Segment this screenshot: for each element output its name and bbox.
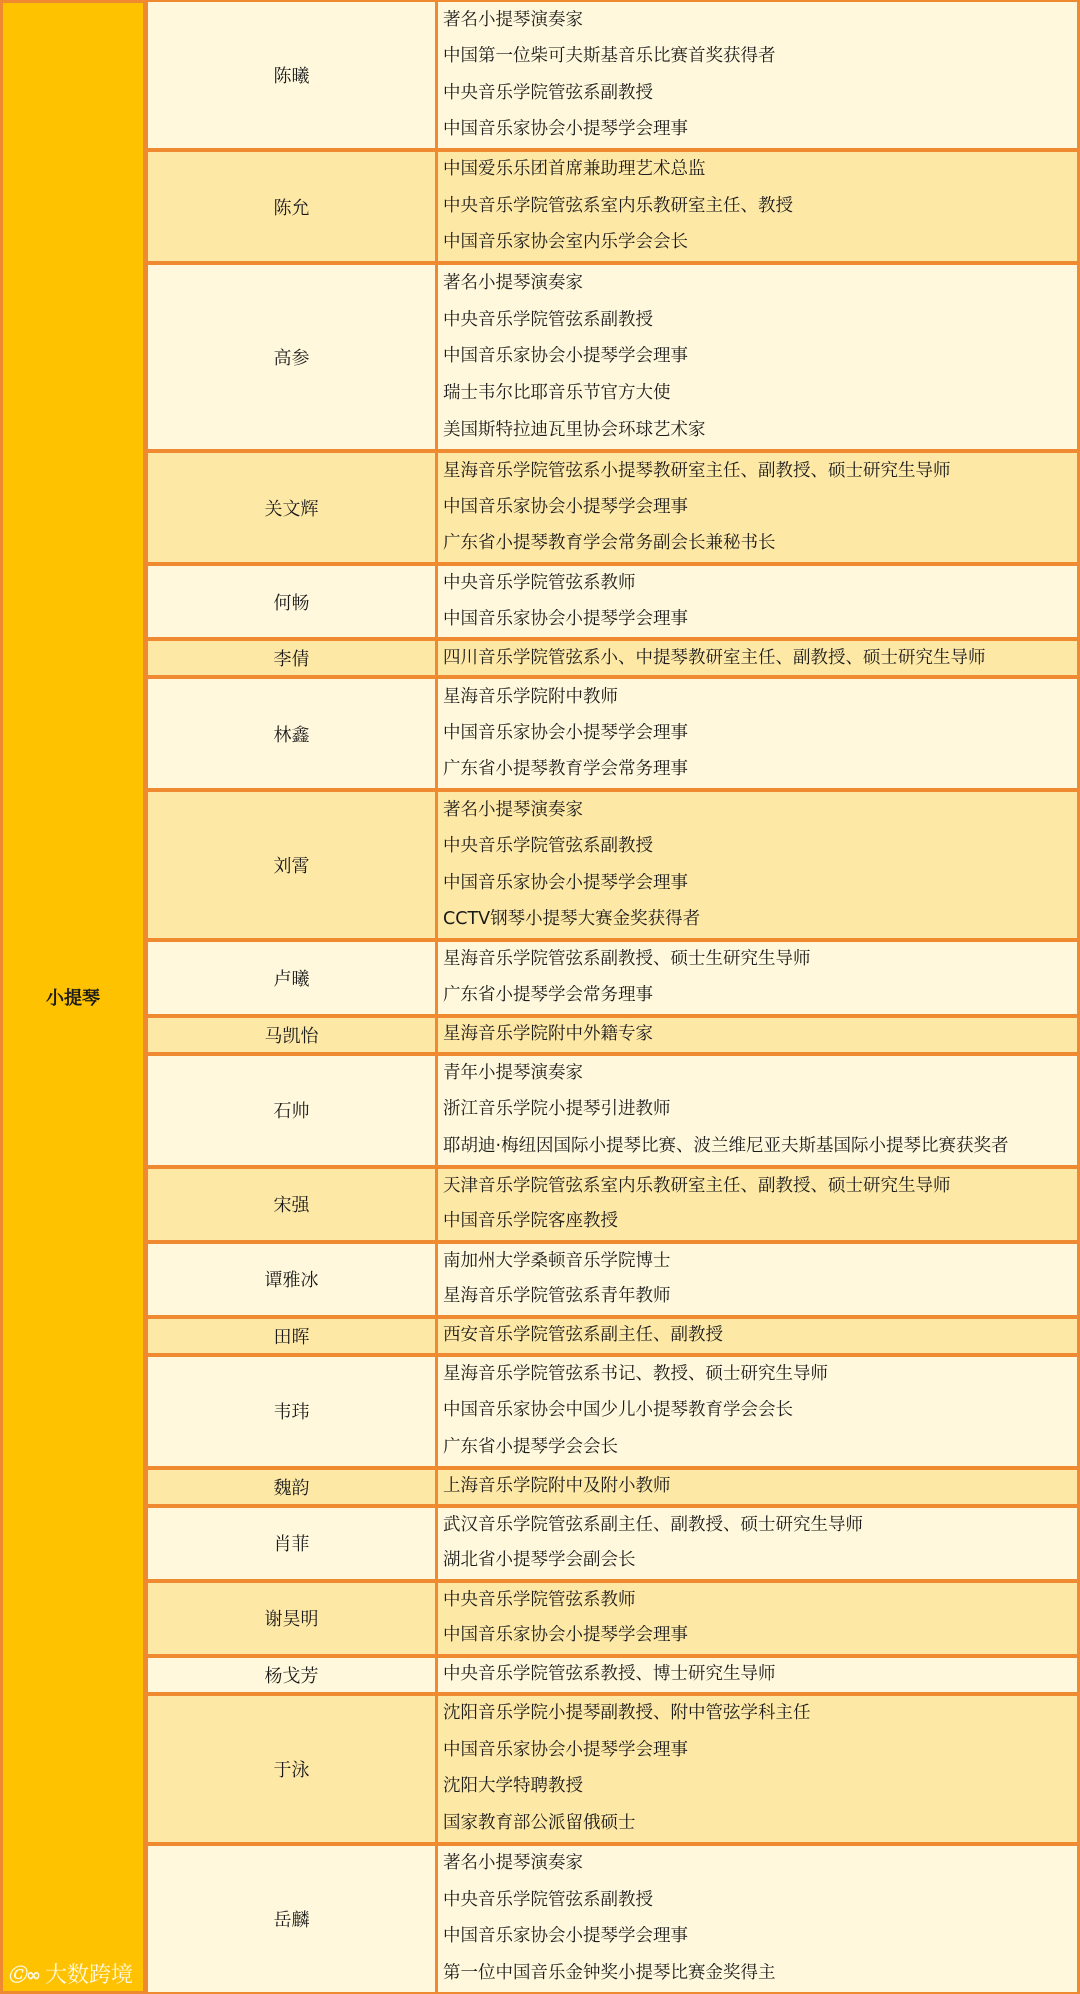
title-line: 耶胡迪·梅纽因国际小提琴比赛、波兰维尼亚夫斯基国际小提琴比赛获奖者 — [443, 1135, 1009, 1156]
teacher-titles — [438, 2, 1080, 148]
teacher-name: 马凯怡 — [146, 1018, 438, 1052]
teacher-titles — [438, 1319, 1080, 1353]
title-line: 中央音乐学院管弦系室内乐教研室主任、教授 — [443, 195, 793, 216]
teacher-name: 关文辉 — [146, 453, 438, 562]
title-line: 星海音乐学院管弦系副教授、硕士生研究生导师 — [443, 949, 811, 970]
teacher-titles — [438, 1357, 1080, 1466]
title-line: 广东省小提琴教育学会常务理事 — [443, 759, 688, 780]
table-row — [146, 790, 1080, 940]
teacher-titles — [438, 1056, 1080, 1165]
title-line: 中央音乐学院管弦系教师 — [443, 573, 636, 594]
teacher-titles — [438, 1696, 1080, 1842]
table-row — [146, 940, 1080, 1015]
table-row — [146, 1844, 1080, 1994]
title-line: 中国音乐家协会小提琴学会理事 — [443, 119, 688, 140]
teacher-titles — [438, 265, 1080, 449]
title-line: 中国音乐学院客座教授 — [443, 1211, 618, 1232]
title-line: 中国音乐家协会小提琴学会理事 — [443, 1739, 688, 1760]
teacher-name: 卢曦 — [146, 942, 438, 1013]
teacher-name: 陈曦 — [146, 2, 438, 148]
title-line: 著名小提琴演奏家 — [443, 799, 583, 820]
title-line: 南加州大学桑顿音乐学院博士 — [443, 1250, 671, 1271]
title-line: 中国第一位柴可夫斯基音乐比赛首奖获得者 — [443, 46, 776, 67]
title-line: 中国音乐家协会小提琴学会理事 — [443, 496, 688, 517]
teacher-name: 田晖 — [146, 1319, 438, 1353]
title-line: 中国音乐家协会小提琴学会理事 — [443, 872, 688, 893]
watermark-logo-icon: Ⓒ∞ — [8, 1964, 41, 1986]
table-row — [146, 150, 1080, 263]
title-line: 四川音乐学院管弦系小、中提琴教研室主任、副教授、硕士研究生导师 — [443, 647, 986, 668]
title-line: 沈阳音乐学院小提琴副教授、附中管弦学科主任 — [443, 1703, 811, 1724]
title-line: 著名小提琴演奏家 — [443, 9, 583, 30]
title-line: 西安音乐学院管弦系副主任、副教授 — [443, 1324, 723, 1345]
title-line: 中国音乐家协会小提琴学会理事 — [443, 346, 688, 367]
title-line: 中国音乐家协会小提琴学会理事 — [443, 1926, 688, 1947]
table-row — [146, 1242, 1080, 1317]
teacher-titles — [438, 1658, 1080, 1692]
teacher-titles — [438, 453, 1080, 562]
table-row — [146, 677, 1080, 790]
title-line: 武汉音乐学院管弦系副主任、副教授、硕士研究生导师 — [443, 1514, 863, 1535]
table-row — [146, 1468, 1080, 1506]
teacher-name: 石帅 — [146, 1056, 438, 1165]
teacher-name: 韦玮 — [146, 1357, 438, 1466]
title-line: 中央音乐学院管弦系副教授 — [443, 82, 653, 103]
title-line: 中国音乐家协会中国少儿小提琴教育学会会长 — [443, 1400, 793, 1421]
table-row — [146, 1355, 1080, 1468]
teacher-name: 岳麟 — [146, 1846, 438, 1992]
teacher-name: 林鑫 — [146, 679, 438, 788]
watermark — [8, 1958, 133, 1989]
table-row — [146, 451, 1080, 564]
title-line: 中央音乐学院管弦系教授、博士研究生导师 — [443, 1664, 776, 1685]
title-line: 美国斯特拉迪瓦里协会环球艺术家 — [443, 420, 706, 441]
title-line: 中国音乐家协会小提琴学会理事 — [443, 608, 688, 629]
title-line: 瑞士韦尔比耶音乐节官方大使 — [443, 383, 671, 404]
teacher-titles — [438, 1018, 1080, 1052]
teacher-name: 谢昊明 — [146, 1583, 438, 1654]
table-row — [146, 1054, 1080, 1167]
title-line: 中央音乐学院管弦系副教授 — [443, 1889, 653, 1910]
title-line: 中国音乐家协会小提琴学会理事 — [443, 1625, 688, 1646]
teacher-name: 宋强 — [146, 1169, 438, 1240]
teacher-name: 李倩 — [146, 641, 438, 675]
table-row — [146, 1694, 1080, 1844]
table-row — [146, 263, 1080, 451]
table-row — [146, 1167, 1080, 1242]
title-line: 中国音乐家协会小提琴学会理事 — [443, 723, 688, 744]
title-line: CCTV钢琴小提琴大赛金奖获得者 — [443, 909, 701, 930]
title-line: 广东省小提琴学会常务理事 — [443, 984, 653, 1005]
title-line: 上海音乐学院附中及附小教师 — [443, 1475, 671, 1496]
title-line: 浙江音乐学院小提琴引进教师 — [443, 1099, 671, 1120]
title-line: 著名小提琴演奏家 — [443, 1853, 583, 1874]
table-row — [146, 0, 1080, 150]
teacher-titles — [438, 679, 1080, 788]
teacher-name: 高参 — [146, 265, 438, 449]
teacher-titles — [438, 1169, 1080, 1240]
title-line: 星海音乐学院附中教师 — [443, 686, 618, 707]
teacher-titles — [438, 1244, 1080, 1315]
teacher-name: 刘霄 — [146, 792, 438, 938]
title-line: 第一位中国音乐金钟奖小提琴比赛金奖得主 — [443, 1962, 776, 1983]
teacher-titles — [438, 1583, 1080, 1654]
table-row — [146, 564, 1080, 639]
teacher-titles — [438, 1470, 1080, 1504]
teacher-name: 陈允 — [146, 152, 438, 261]
table-row — [146, 1656, 1080, 1694]
table-row — [146, 639, 1080, 677]
title-line: 天津音乐学院管弦系室内乐教研室主任、副教授、硕士研究生导师 — [443, 1175, 951, 1196]
watermark-text: 大数跨境 — [45, 1963, 134, 1988]
table-rows — [146, 0, 1080, 1994]
teacher-titles — [438, 641, 1080, 675]
title-line: 星海音乐学院附中外籍专家 — [443, 1023, 653, 1044]
teacher-titles — [438, 1508, 1080, 1579]
title-line: 中国爱乐乐团首席兼助理艺术总监 — [443, 159, 706, 180]
title-line: 青年小提琴演奏家 — [443, 1062, 583, 1083]
teacher-titles — [438, 942, 1080, 1013]
teacher-name: 谭雅冰 — [146, 1244, 438, 1315]
title-line: 中央音乐学院管弦系副教授 — [443, 309, 653, 330]
title-line: 中央音乐学院管弦系教师 — [443, 1589, 636, 1610]
teacher-titles — [438, 792, 1080, 938]
title-line: 湖北省小提琴学会副会长 — [443, 1550, 636, 1571]
table-row — [146, 1016, 1080, 1054]
teacher-titles — [438, 152, 1080, 261]
title-line: 星海音乐学院管弦系小提琴教研室主任、副教授、硕士研究生导师 — [443, 460, 951, 481]
title-line: 广东省小提琴学会会长 — [443, 1436, 618, 1457]
title-line: 沈阳大学特聘教授 — [443, 1776, 583, 1797]
table-row — [146, 1506, 1080, 1581]
teacher-name: 何畅 — [146, 566, 438, 637]
category-label: 小提琴 — [46, 988, 100, 1009]
table-row — [146, 1581, 1080, 1656]
title-line: 中国音乐家协会室内乐学会会长 — [443, 232, 688, 253]
title-line: 中央音乐学院管弦系副教授 — [443, 836, 653, 857]
teacher-name: 肖菲 — [146, 1508, 438, 1579]
teacher-name: 魏韵 — [146, 1470, 438, 1504]
category-cell — [0, 0, 146, 1994]
title-line: 广东省小提琴教育学会常务副会长兼秘书长 — [443, 533, 776, 554]
teacher-name: 杨戈芳 — [146, 1658, 438, 1692]
teacher-titles — [438, 566, 1080, 637]
title-line: 星海音乐学院管弦系青年教师 — [443, 1286, 671, 1307]
title-line: 国家教育部公派留俄硕士 — [443, 1812, 636, 1833]
title-line: 星海音乐学院管弦系书记、教授、硕士研究生导师 — [443, 1364, 828, 1385]
table-row — [146, 1317, 1080, 1355]
teacher-name: 于泳 — [146, 1696, 438, 1842]
title-line: 著名小提琴演奏家 — [443, 272, 583, 293]
teacher-titles — [438, 1846, 1080, 1992]
